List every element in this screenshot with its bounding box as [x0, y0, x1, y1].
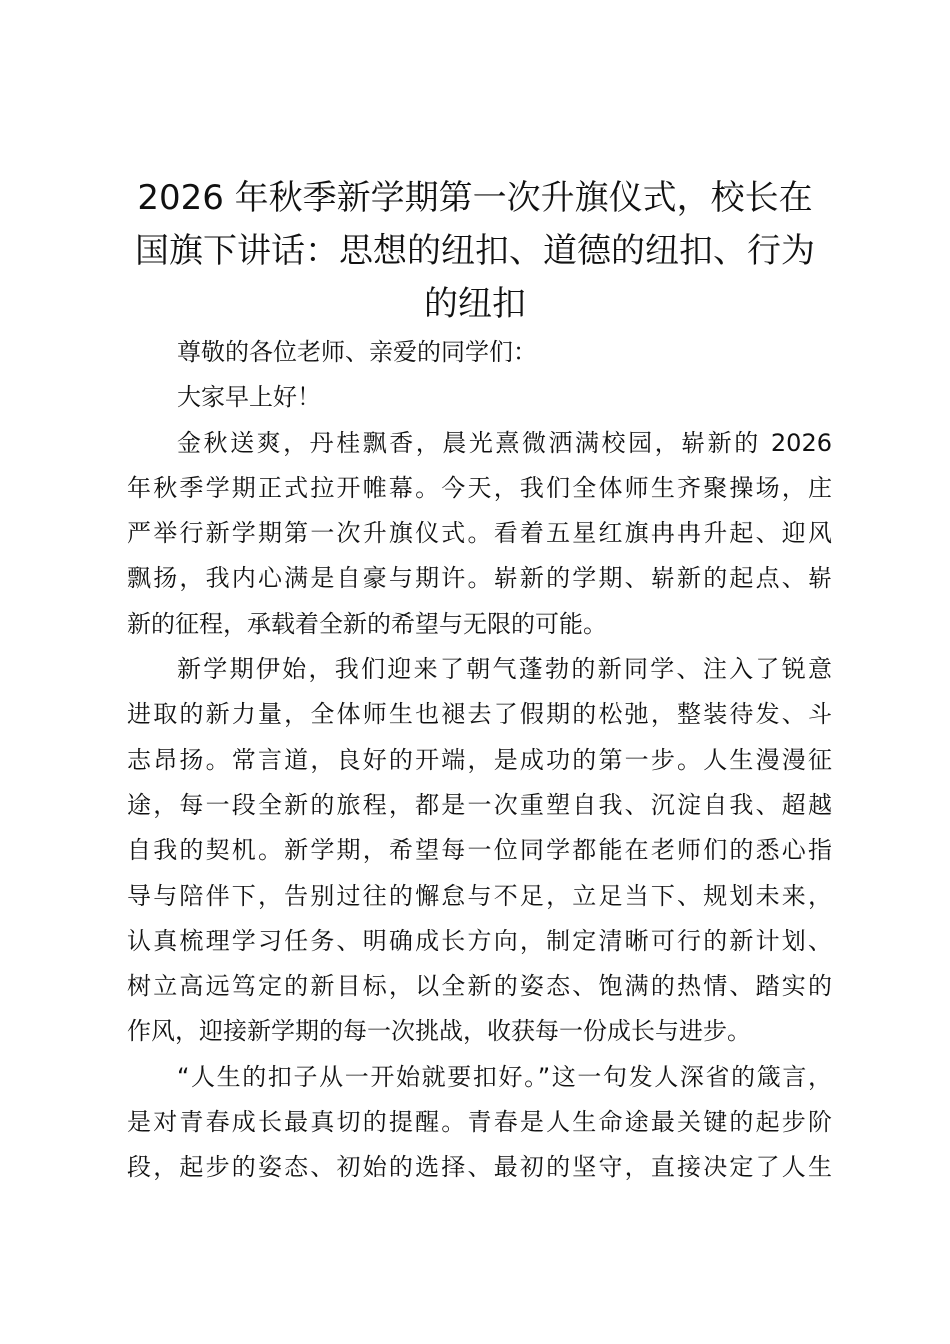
salutation-paragraph	[127, 375, 832, 420]
text-line: 严举行新学期第一次升旗仪式。看着五星红旗冉冉升起、迎风	[127, 519, 832, 548]
text-line: 尊敬的各位老师、亲爱的同学们：	[177, 338, 537, 366]
text-line: 导与陪伴下，告别过往的懈怠与不足，立足当下、规划未来，	[127, 881, 832, 910]
text-line: “人生的扣子从一开始就要扣好。”这一句发人深省的箴言，	[177, 1062, 832, 1091]
text-line: 树立高远笃定的新目标，以全新的姿态、饱满的热情、踏实的	[127, 972, 832, 1001]
title-line: 的纽扣	[424, 284, 526, 324]
text-line: 段，起步的姿态、初始的选择、最初的坚守，直接决定了人生	[127, 1153, 832, 1182]
text-line: 进取的新力量，全体师生也褪去了假期的松弛，整装待发、斗	[127, 700, 832, 729]
text-line: 认真梳理学习任务、明确成长方向，制定清晰可行的新计划、	[127, 926, 832, 955]
text-line: 金秋送爽，丹桂飘香，晨光熹微洒满校园，崭新的 2026	[177, 428, 832, 457]
title-line: 国旗下讲话：思想的纽扣、道德的纽扣、行为	[135, 231, 815, 271]
text-line: 志昂扬。常言道，良好的开端，是成功的第一步。人生漫漫征	[127, 745, 832, 774]
greeting-paragraph	[127, 330, 832, 375]
document-title	[110, 172, 840, 331]
document-body	[127, 330, 832, 1191]
text-line: 新学期伊始，我们迎来了朝气蓬勃的新同学、注入了锐意	[177, 655, 832, 684]
text-line: 新的征程，承载着全新的希望与无限的可能。	[127, 609, 607, 638]
body-paragraph	[127, 421, 832, 647]
title-line: 2026 年秋季新学期第一次升旗仪式，校长在	[137, 178, 813, 218]
body-paragraph	[127, 647, 832, 1055]
text-line: 飘扬，我内心满是自豪与期许。崭新的学期、崭新的起点、崭	[127, 564, 832, 593]
text-line: 途，每一段全新的旅程，都是一次重塑自我、沉淀自我、超越	[127, 790, 832, 819]
text-line: 年秋季学期正式拉开帷幕。今天，我们全体师生齐聚操场，庄	[127, 473, 832, 502]
text-line: 自我的契机。新学期，希望每一位同学都能在老师们的悉心指	[127, 836, 832, 865]
body-paragraph	[127, 1055, 832, 1191]
text-line: 大家早上好！	[177, 383, 321, 412]
text-line: 作风，迎接新学期的每一次挑战，收获每一份成长与进步。	[127, 1017, 751, 1046]
text-line: 是对青春成长最真切的提醒。青春是人生命途最关键的起步阶	[127, 1108, 832, 1137]
